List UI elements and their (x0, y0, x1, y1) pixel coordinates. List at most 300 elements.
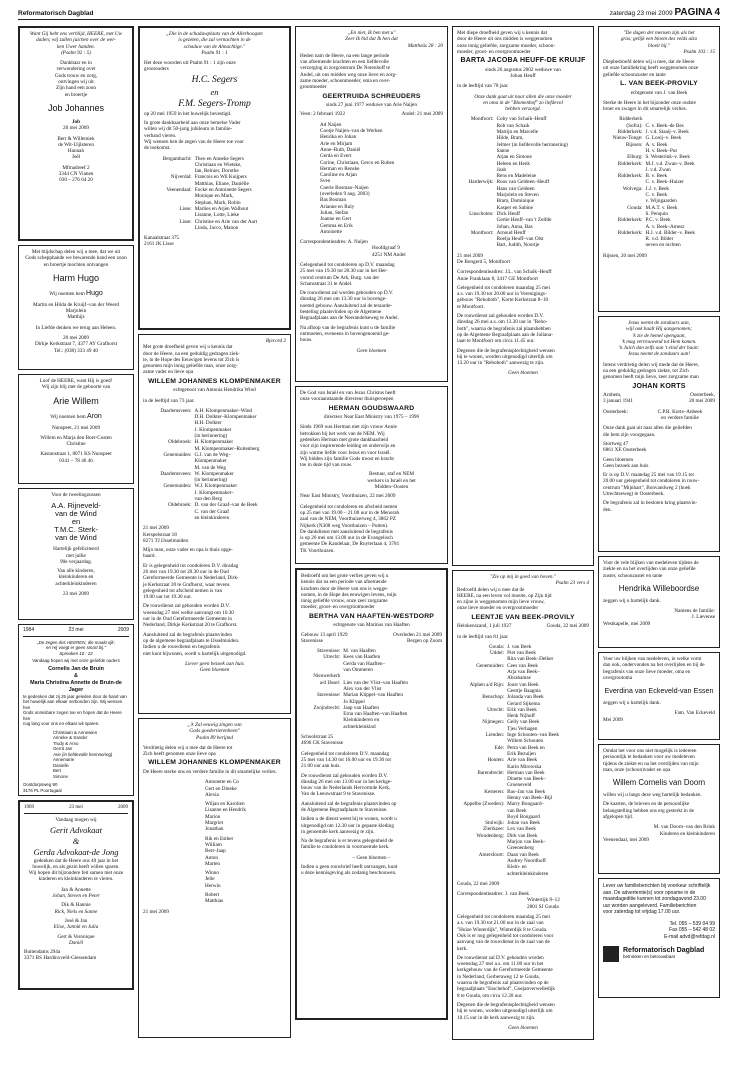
anniv-text: op 20 mei 1959 in het huwelijk bevestigd. In grote dankbaarheid aan onze hemelse Vader willen wij dit 50-jarig jubileum in familie- verband vieren. Wij wensen hen de zegen van de Heere toe voor de toekomst. (144, 110, 244, 152)
family-place: Lisse: (179, 218, 192, 225)
text-line: De rouwdienst zal D.V. gehouden worden (457, 954, 544, 961)
text-line: centrum "Mijnhart", Bonvandweg 2 (hoek (603, 484, 691, 491)
obit-text (457, 269, 589, 366)
text-line: De rouwdienst zal gehouden worden D.V. (143, 603, 230, 610)
family-names: M. van de Weg (194, 464, 226, 471)
text-line: a.s. van 19.30 tot 20.00 uur in Verenigings- (457, 291, 547, 298)
text-line: niet kunt bijwonen, wordt u hartelijk uitgenodigd. (143, 650, 247, 657)
text-line: Begraafplaats aan de Neerandelseweg te Andel. (300, 315, 399, 322)
family-place: Oldebroek: (168, 439, 192, 446)
obit-spouse: echtgenote van J. van Beek (630, 89, 688, 96)
ad-anniversary-gerit (18, 800, 134, 990)
obituary-korts (598, 316, 720, 552)
text-line: Arianne en Ruly (320, 203, 355, 210)
family-place: Benschop: (482, 694, 505, 701)
twins-names: A.A. Rijneveld- van de Wind en T.M.C. Sterk- van de Wind (51, 501, 101, 543)
family-names: Karin Mirowska (507, 763, 542, 770)
obit-age: in de leeftijd van 81 jaar. (457, 633, 509, 640)
family-names: Roelja Heuff–van Olst (496, 236, 544, 243)
family-place: Lisse: (179, 205, 192, 212)
column-2 (138, 26, 291, 1042)
text-line: op de algemene begraafplaats te IJsselmuiden. (143, 637, 240, 644)
family-names: Piet van Beek (507, 650, 536, 657)
family-place: Daarlemsveen: (160, 470, 192, 477)
family-names: C. van der Graaf (194, 508, 230, 515)
obituary-van-beek (598, 26, 720, 312)
baby-call-name: Job (71, 118, 81, 125)
anniv-verse: „Die in de schaduwplaats van de Allerhoogste is gezeten, die zal vernachten in de schaduw van de Almachtige." Psalm 91 : 1 (166, 31, 263, 56)
text-line: Bas Bosman (320, 197, 347, 204)
family-names: J. v.d. Staaij–v. Beek (645, 129, 689, 136)
text-line: Mijn man, onze vader en opa is thuis opge- (143, 547, 233, 554)
text-line: Schansstraat 31 te Andel. (300, 280, 353, 287)
family-names: G.J. van de Weg– (194, 451, 231, 458)
family-names: D. van der Graaf–van de Beek (194, 502, 258, 509)
ad-birth-job (18, 26, 134, 241)
family-names: Rita van Beek–Delker (507, 656, 554, 663)
birth-intro: Met blijdschap delen wij u mee, dat we uit Gods schepphande we bewarende hand een zoon en broertje mochten ontvangen (25, 249, 127, 268)
family-names: J. v.d. Zwan (645, 166, 671, 173)
obit-correspondence: Correspondentieadres: A. Naijen Hoofdgraaf 9 4251 NM Andel (300, 239, 406, 258)
thanks-name: Everdina van Eckeveld-van Essen (604, 686, 714, 696)
text-line: noemd gebouw. Aansluitend zal de teraarde- (300, 302, 393, 309)
text-line: dinsdag 26 mei om 13.30 uur in bovenge- (300, 296, 387, 303)
family-names: Hans van Geldeen (496, 185, 535, 192)
family-names: Gertie Heuff–van 't Zelfde (496, 217, 552, 224)
obit-foot: Geen bloemen (356, 347, 387, 354)
family-place: Stavenisse: (316, 692, 341, 699)
family-names: Erna van Haaften–van Haaften (343, 711, 408, 718)
text-line: 20.00 uur gelegenheid tot condoleren in rouw- (603, 478, 700, 485)
text-line: den. (603, 506, 612, 513)
text-line: op de Algemene Begraafplaats aan de Juliana- (457, 331, 553, 338)
text-line: bij te wonen, worden uitgenodigd uiterlijk om (457, 353, 553, 360)
family-place: Nieuwerkerk (313, 673, 341, 680)
paper-name: Reformatorisch Dagblad (18, 10, 94, 17)
family-place: Genemuiden: (476, 662, 505, 669)
text-line: 21 mei 2009 (143, 525, 169, 532)
family-place (143, 515, 194, 521)
text-line: gelegenheid tot afscheid nemen is van (143, 587, 223, 594)
obit-family (457, 116, 589, 248)
column-1 (18, 26, 134, 994)
text-line: dinsdag 26 mei om 13.00 uur in het kerkge- (301, 778, 392, 785)
family-names: S. Penquin (645, 210, 669, 217)
anniv-intro: Vandaag hopen wij met onze geliefde ouders (32, 658, 120, 663)
anniv-kids: Jan & Annette Johan, Steven en Peter Dik & Hannie Rick, Niels en Sanne José & Jan Elise, Jannik en Julia Gert & Veronique Daniël (52, 886, 100, 946)
family-place: Gouda: (488, 643, 505, 650)
text-line: Gereformeerde Gemeente in Nederland, Dirk- (143, 575, 239, 582)
family-names: Monique en Mark, (194, 193, 234, 200)
text-line: Caroline en Arjan (320, 172, 357, 179)
thanks-doorn (598, 744, 720, 874)
family-names: W. Klompenmaker (194, 470, 234, 477)
info-fax: Fax 055 – 542 48 02 (669, 927, 715, 933)
family-names: S. Westerink–v. Beek (645, 154, 690, 161)
obit-thanks: Onze dank gaat uit naar allen die onze moeder en oma in de "Blomenhof" zo liefdevol hebben verzorgd. (474, 93, 572, 113)
family-names: Erik Bezuijen (507, 750, 536, 757)
obit-family (143, 408, 286, 521)
logo-title: Reformatorisch Dagblad (623, 947, 705, 955)
text-line: ontmoeten, eveneens in bovengenoemd ge- (300, 330, 390, 337)
family-place (301, 724, 343, 730)
obituary-klompenmaker-grandchildren (138, 718, 291, 1038)
obit-text: Sterke de Heere in het bijzonder onze oudste broer en zwager in dit smartelijk verlies. (603, 99, 696, 113)
obit-verse: "Zie op mij in goed van boven." Psalm 23 vers 4 (490, 574, 589, 587)
family-names: G. Looij–v. Beek (645, 135, 682, 142)
family-place: Nieuw-Tonge: (612, 135, 643, 142)
family-place: Montfoort: (470, 116, 494, 123)
thanks-sign: M. van Doorn–van den Brink Kinderen en kleinkinderen (653, 824, 715, 837)
family-names: Johan, Anna, Bas (496, 223, 533, 230)
family-names: Greenenberg (507, 845, 534, 852)
text-line: Julian, Stefan (320, 209, 349, 216)
family-place: (Sofra): (626, 122, 643, 129)
family-names: Henny van Beek–Bijl (507, 795, 553, 801)
obit-foot: Geen bloemen (508, 1024, 538, 1031)
family-names: Ian, Reinier, Dorothe (194, 168, 239, 175)
text-line: De rouwdienst zal worden gehouden op D.V. (300, 290, 394, 297)
text-line: bouw. (300, 337, 313, 344)
text-line: Bert–Jaap (205, 848, 226, 855)
family-names: H. Klompenmaker (194, 439, 234, 446)
page-info (610, 7, 720, 18)
obit-date: 21 mei 2009 De Bongerd 5, Montfoort (457, 252, 511, 265)
text-line: Onze dank gaat uit naar allen die geliefden (603, 425, 692, 432)
family-names: Dirk van Beek (507, 832, 538, 839)
text-line: begraafplaats "Esschehof", Goejanverwelledijk (457, 986, 556, 993)
text-line: Ad Naijen (320, 121, 342, 128)
family-names: Rens en Madeleine (496, 173, 537, 180)
family-names: achterkleinkinderen (507, 870, 549, 877)
birth-intro: Dankbaar en in verwondering over Gods trouw en zorg, ontvingen wij uit Zijn hand een zoon en broertje (54, 60, 98, 98)
text-line: Antoinette (320, 228, 342, 235)
thanks-intro: Voor uw blijken van medeleven, in welke vorm dan ook, ondervonden na het overlijden en bij de begrafenis van onze lieve moeder, oma en overgrootoma (603, 656, 705, 681)
obituary-westdorp (295, 568, 448, 1020)
text-line: (overleden 9 aug. 2003) (320, 191, 370, 198)
family-names: M.A.T. v. Beek (645, 204, 678, 211)
text-line: Margriet (205, 820, 224, 827)
obit-correspondence: Correspondentieadres: J. van Beek Wintertijk 8–12 2801 SJ Gouda (457, 891, 560, 910)
family-place: Utrecht: (487, 706, 505, 713)
family-names: Herman van Beek (507, 769, 545, 776)
family-place: Stolwijk: (485, 820, 505, 827)
anniv-text: te gedenken dat zij 25 jaar geleden door de band van het huwelijk aan elkaar verbonden zijn. Wij wensen hen Gods onmisbare zegen toe en hopen dat de Heere hen nog lang voor ons en elkaar wil sparen. (23, 693, 127, 726)
text-line: Stortweg 47 (603, 440, 629, 447)
thanks-date: Mei 2009 (603, 716, 624, 723)
text-line: Aansluitend zal de begrafenis plaatsvinden (143, 631, 233, 638)
page-header (18, 6, 720, 20)
address: Schoolstraat 25 4696 CK Stavenisse (301, 734, 344, 747)
text-line: in genoemde kerk aanwezig te zijn. (301, 828, 375, 835)
family-names: en kleinkinderen (194, 514, 230, 521)
text-line: a.s. van 19.30 tot 21.00 uur in de zaal van (457, 920, 544, 927)
family-names: A. v. Beek–Amesz (645, 223, 685, 230)
family-names: Joab (496, 166, 507, 173)
family-place: Veenendaal: (166, 187, 192, 194)
text-line: Coerie Bosman–Naijen (320, 184, 369, 191)
obit-text (603, 425, 715, 513)
family-names: Lisanne, Lotte, Lieke (194, 212, 240, 219)
obit-spouse: sinds 27 juni 1977 weduwe van Arie Naijen (326, 102, 417, 109)
memorial-note: In Liefde denken we terug aan Heleen. (35, 324, 117, 331)
family-names: Jelmer (in liefdevolle herinnering) (496, 141, 568, 148)
text-line: Gelegenheid tot condoleren D.V. maandag (301, 750, 390, 757)
obit-intro: Bedroefd om het grote verlies geven wij u kennis dat na een periode van afnemende krachten door de Heere van ons is wegge- nomen, in de Hope des eeuwigen levens, mijn innig geliefde vrouw, onze zeer zorgzame moeder, groot- en overgrootmoeder (301, 573, 397, 611)
family-names: Bram, Dominique (496, 198, 535, 205)
obituary-klompenmaker (138, 334, 291, 714)
obit-verse: „'k Zal eeuwig zingen van Gods goedertierenheen" Psalm 89 berijmd (187, 722, 242, 741)
text-line: Gelegenheid tot condoleren op D.V. maandag (300, 262, 395, 268)
family-place: Montfoort: (470, 229, 494, 236)
text-line: baard. (143, 553, 156, 560)
years-band: 1984 23 mei 2009 (23, 628, 129, 637)
obit-verse: Jezus neemt de zondaars aan, wijl ook haalt Hij aangenomen; 'k zie de hemel opengaan, 'k mag vertrouwend tot Hem komen. 'k Juich dan zelfs aan 't eind der baan: Jezus neemt de zondaars aan! (618, 320, 700, 358)
text-line: uitgenodigd om 12.30 uur in gepaste kleding (301, 822, 394, 829)
family-row (143, 515, 286, 521)
family-row (457, 871, 589, 877)
family-names: Heleen en Henk (496, 160, 531, 167)
family-names: M. Klompenmaker–Ruitenberg (194, 445, 260, 452)
parents: Bert & Willemiek de Wit-Uijlsteren Hannah Joël (57, 135, 95, 161)
family-names: Klompenmaker (194, 458, 227, 465)
family-row (603, 242, 715, 248)
obit-intro: Bedroefd delen wij u mee dat de HEERE, na een leven vol moeite, op Zijn tijd en zijne is weggenomen mijn lieve vrouw, onze lieve moeder en overgrootmoeder (457, 586, 552, 612)
info-email[interactable]: E-mail advd@refdag.nl (664, 933, 715, 940)
text-line: Indien u geen rouwbrief heeft ontvangen, kunt (301, 864, 398, 871)
text-line: u deze kennisgeving als zodanig beschouwen. (301, 870, 397, 877)
family-names: neven en nichten (645, 242, 681, 249)
text-line: Sven (320, 178, 331, 185)
family-names: Inge Schouten–van Beek (507, 732, 560, 739)
text-line: Utrechtseweg) te Oosterbeek. (603, 491, 665, 498)
advertising-info-box (598, 878, 720, 998)
column-4 (452, 26, 594, 1044)
family-names: Henk Nijhoff (507, 713, 535, 720)
text-line: Marten (205, 860, 220, 867)
obit-spouse: echtgenoot van Antonia Hendrika Wind (173, 387, 256, 394)
family-names: Daan van Beek (507, 851, 539, 858)
family-names: Francois en Wil Kuijpers (194, 174, 247, 181)
text-line: 19.00 uur tot 19.30 uur. (143, 594, 192, 601)
family-place: Woudenberg: (476, 832, 505, 839)
family-names: Marjolein en Steven (496, 192, 539, 199)
family-names: Alex van der Vlist (343, 685, 382, 692)
text-line: laan te Montfoort om circa 11.45 uur. (457, 338, 535, 345)
text-line: 25 mei van 14.30 tot 16.00 uur en 19.30 tot (301, 756, 391, 763)
text-line: Matthias (205, 898, 224, 905)
family-row (457, 242, 589, 248)
birth-verse: Want Gij hebt ons verblijd, HEERE, met Uw daden; wij zullen juichen over de wer- ken Uwer handen. (Psalm 92 : 5) (29, 31, 123, 56)
family-place: a/d IJssel: (319, 679, 341, 686)
text-line: je Kerkstraat 20 te Grafhorst, waar tevens (143, 581, 230, 588)
obit-family (301, 648, 442, 730)
family-names: Kleinkinderen en (343, 717, 380, 724)
family-names: C. v. Beek–Huizer (645, 179, 684, 186)
text-line: vormd centrum De Ark, Burg. van der (300, 274, 380, 281)
family-names: D.H. Dolkter–Klompenmaker (194, 414, 257, 421)
obit-family (457, 644, 589, 877)
family-names: Johan van Beek (507, 820, 541, 827)
family-names: H. v. Beek–Put (645, 147, 677, 154)
family-place: Ridderkerk: (617, 160, 643, 167)
text-line: in Nederland, Gerberaweg 12 te Gouda, (457, 973, 540, 980)
family-place: Nijmegen: (482, 719, 505, 726)
text-line: Er is gelegenheid tot condoleren D.V. dinsdag (143, 562, 239, 569)
thanks-text: willen wij u langs deze weg hartelijk bedanken. De kaarten, de brieven en de persoonlijke belangstelling hebben ons erg gesterkt in de afgelopen tijd. (603, 792, 702, 821)
family-names: Arie van Beek (507, 757, 538, 764)
text-line: Indien u de rouwdienst en begrafenis (143, 644, 220, 651)
text-line: Henrika en Johan (320, 134, 357, 141)
page-number: 4 (714, 7, 720, 18)
ad-anniversary-cornelis (18, 624, 134, 796)
text-line: 10.15 uur in de kerk aanwezig te zijn. (457, 1014, 536, 1021)
logo-slogan: betrokken en betrouwbaar (623, 954, 676, 960)
obit-verse: "De dagen der mensen zijn als het gras; gelijk een bloem des velds alzo bloeit hij." Psalm 103 : 15 (620, 30, 715, 55)
text-line: Geen bloemen (603, 456, 634, 463)
family-names: Gerard Sijkema (507, 700, 540, 707)
birth-date: 20 mei 2009 (63, 125, 89, 132)
obit-foot (301, 855, 442, 877)
text-line: Nederland, Dirkje Kerkstraat 20 te Grafhorst. (143, 622, 238, 629)
family-names: v. Wijngaarden (645, 198, 677, 205)
family-names: J. Klompenmaker (194, 426, 232, 433)
family-names: van den Berg (194, 496, 223, 503)
obit-verse: „En niet, Ik ben met u" Zeer Ik bid dat Ik hen dat Mattheüs 28 : 20 (345, 30, 443, 49)
text-line: familie te condoleren in voornoemde kerk. (301, 844, 390, 851)
obit-date: Gouda, 22 mei 2009 (457, 880, 500, 887)
obit-dates-2: 3 januari 1941 20 mei 2009 (603, 398, 715, 405)
text-line: – Geen bloemen – (352, 854, 391, 861)
issue-date: zaterdag 23 mei 2009 (609, 10, 673, 17)
family-place: Daarlemsveen: (160, 407, 192, 414)
address: Dirkje Kerkstraat 7, 4377 AY Grafhorst Tel.: (038) 333 49 40 (34, 341, 118, 354)
family-names: Linda, Jacco, Manon (194, 224, 239, 231)
family-names: Arja van Beek– (507, 669, 540, 676)
text-line: Antonette en Co (205, 779, 239, 786)
family-names: A.H. Klompenmaker–Wind (194, 407, 253, 414)
text-line: Van de Leeuwstraat 9 te Stavenisse. (301, 791, 376, 798)
family-names: J. Klompenmaker– (194, 489, 234, 496)
thanks-date: Veenendaal, mei 2009 (603, 836, 649, 843)
family-names: Audrey Noordhoff (507, 857, 546, 864)
family-names: P.C. v. Beek (645, 217, 671, 224)
address: Kastanstraat 1, 8071 KS Nunspeet 0341 – 78 46 46 (40, 451, 112, 464)
text-line: te Montfoort. (457, 303, 485, 310)
family-names: H.J. v.d. Bilder–v. Beek (645, 229, 696, 236)
obituary-schreuders (295, 26, 448, 382)
text-line: De rouwdienst zal gehouden worden D.V. (301, 772, 388, 779)
family-names: Bart, Judith, Noortje (496, 242, 540, 249)
ad-anniversary-segers (138, 26, 291, 330)
text-line: Degenen die de begrafenisplechtigheid wensen (457, 347, 555, 354)
twins-wish: Hartelijk gefeliciteerd met jullie 90e verjaardag. Van alle kinderen, kleinkinderen en achterkleinkinderen (53, 546, 99, 587)
family-names: Christiaan en Wietske, (194, 161, 242, 168)
family-names: Marlies en Arjen Walhout (194, 205, 249, 212)
text-line: die hem zijn voorgegaan. (603, 431, 656, 438)
thanks-intro: Omdat het voor ons niet mogelijk is iedereen persoonlijk te bedanken voor uw medeleven tijdens de ziekte en na het overlijden van mijn man, onze (schoon)vader en opa (603, 748, 699, 773)
family-place (603, 242, 646, 248)
text-line: Jonathan (205, 826, 224, 833)
family-place (457, 871, 507, 877)
family-names: Petra van Beek en (507, 744, 545, 751)
family-names: Klein- en (507, 864, 527, 871)
family-names: Bas–Jan van Beek (507, 788, 546, 795)
family-place: Barendrecht: (477, 769, 505, 776)
text-line: 13.20 uur in "Rehoboth" aanwezig te zijn. (457, 360, 545, 367)
birth-date: 20 mei 2009 (63, 335, 89, 342)
family-names: Groeneveld (507, 782, 532, 789)
family-names: Lies van der Vlist–van Haaften (343, 679, 409, 686)
family-names: Focke en Antoinette Segers (194, 187, 252, 194)
family-place (457, 242, 497, 248)
family-names: (in herinnering) (194, 477, 228, 484)
text-line: Lisanne en Hendrik (205, 807, 246, 814)
family-names: R. v.d. Bilder (645, 236, 674, 243)
thanks-name: Willem Cornelis van Doorn (612, 778, 706, 788)
obituary-proviny (452, 570, 594, 1040)
family-place: Linschoten: (469, 210, 494, 217)
family-names: Rob van Schaik (496, 122, 530, 129)
family-place: Zwijndrecht: (313, 704, 341, 711)
text-line: Robert (205, 892, 220, 899)
anniv-intro: Vandaag mogen wij (55, 817, 97, 824)
family-names: Joost van Beek (507, 681, 539, 688)
address: Buitendams 294a 3371 BS Hardinxveld-Giessendam (24, 949, 97, 962)
obit-text (457, 914, 589, 1021)
obit-intro: Met diepe droefheid geven wij u kennis dat door de Heere uit ons midden is weggenomen onze innig geliefde, zorgzame moeder, schoon- moeder, groot- en overgrootmoeder (457, 30, 556, 55)
family-names: Dinette van Beek– (507, 776, 546, 783)
text-line: Joanne en Gert (320, 216, 352, 223)
deceased-name: L. VAN BEEK-PROVILY (620, 80, 698, 88)
family-names: C. v. Beek–de Bes (645, 122, 684, 129)
info-phone: Tel. 055 – 539 04 99 (669, 920, 715, 927)
family-names: Marry Bongaard– (507, 801, 545, 808)
text-line: kerk. (457, 945, 468, 952)
family-names: Arjan en Simone (496, 154, 532, 161)
text-line: Gert en Dineke (205, 785, 237, 792)
family-place: Stavenisse: (316, 648, 341, 655)
baby-name: Arie Willem (53, 395, 99, 406)
family-place: Ridderkerk: (617, 229, 643, 236)
text-line: waarna de begrafenis zal plaatsvinden op de (457, 980, 549, 987)
text-line: Arie en Mirjam (320, 140, 353, 147)
text-line: Na de begrafenis is er tevens gelegenheid de (301, 838, 394, 845)
twins-intro: Voor de tweelingzussen (51, 492, 101, 498)
text-line: Alexia (205, 791, 219, 798)
family-place: Uddel: (490, 650, 505, 657)
info-text: Lever uw familieberichten bij voorkeur schriftelijk aan. De advertentie(s) voor opname in de maandageditie kunnen tot zondagavond 23.00 uur worden aangeleverd. Familieberichten voor zaterdag tot vrijdag 17.00 uur. (603, 883, 711, 915)
thanks-eckeveld (598, 652, 720, 740)
family-names: Coby van Schaik–Heuff (496, 116, 547, 123)
family-names: Erik van Beek (507, 706, 537, 713)
text-line: Correspondentieadres: J.L. van Schaik–Heuff (457, 269, 552, 276)
text-line: gebouw "Rehoboth", Korte Kerkstraat 8–10 (457, 297, 549, 304)
column-5 (598, 26, 720, 998)
parents: Martin en Hilda de Kruijf–van der Weerd Marjolein Matthijs (33, 301, 119, 321)
family-names: van Ommeren (343, 667, 373, 674)
obit-date: Rijssen, 20 mei 2009 (603, 252, 647, 259)
deceased-name: HERMAN GOUDSWAARD (328, 404, 415, 412)
obit-intro: Diepbedroefd delen wij u mee, dat de Heere uit onze familiekring heeft weggenomen onze geliefde schoonzuster en tante (603, 59, 699, 78)
obituary-heuff (452, 26, 594, 566)
obit-dates: Veen: 2 februari 1922 Andel: 21 mei 2009 (300, 111, 443, 118)
obit-place: Bjecord 2 (265, 338, 286, 344)
text-line: Anne–Ruth, Daniël (320, 146, 361, 153)
family-names: J.J. v. Beek (645, 185, 669, 192)
family-names: Jaap van Haaften (343, 704, 380, 711)
family-names: achterkleinkind (343, 723, 376, 730)
